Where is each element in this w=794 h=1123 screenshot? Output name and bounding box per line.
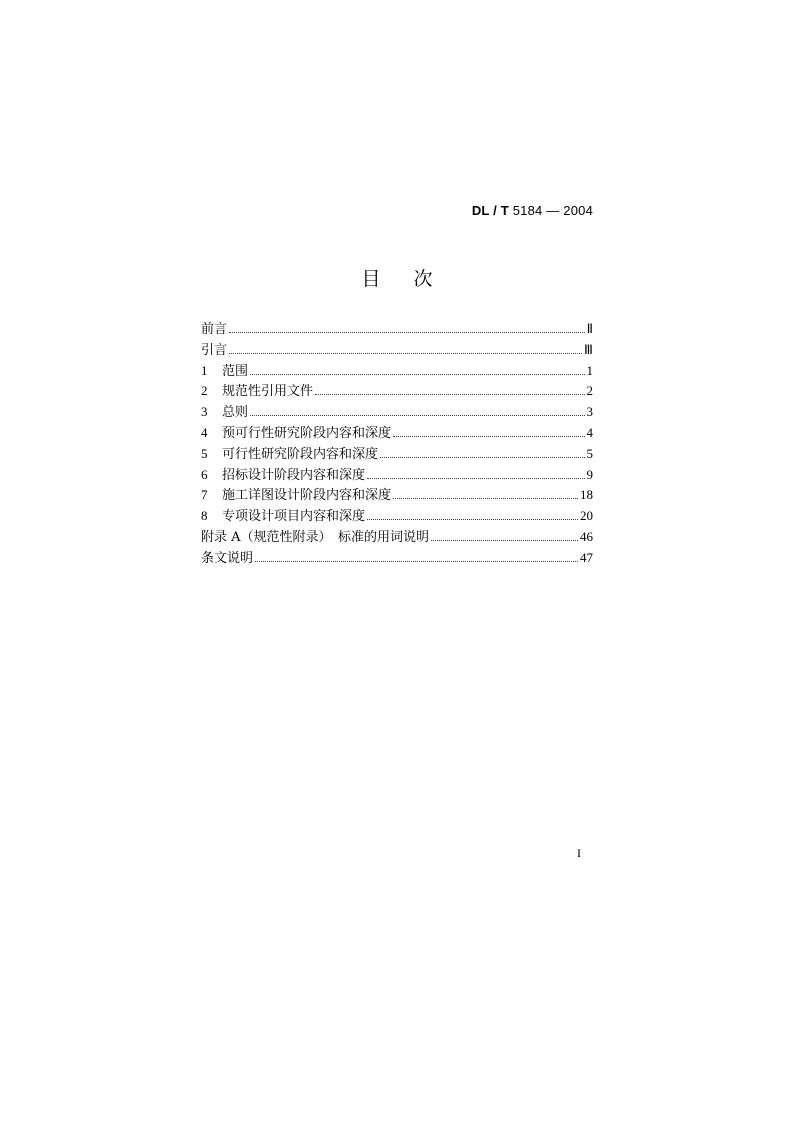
standard-code-number: 5184 — 2004 [512,203,593,218]
toc-entry-page: 47 [580,549,593,565]
toc-dot-leader [229,331,585,333]
toc-entry-number: 7 [201,487,208,503]
standard-code-prefix: DL / T [471,203,509,218]
toc-dot-leader [367,518,578,520]
toc-dot-leader [380,456,584,458]
toc-entry-number: 2 [201,383,208,399]
toc-entry-label: 规范性引用文件 [222,384,314,400]
toc-entry-prefeasibility[interactable] [201,422,593,443]
toc-dot-leader [250,414,584,416]
toc-entry-construction-design[interactable] [201,484,593,505]
table-of-contents [201,318,593,568]
toc-dot-leader [393,497,578,499]
toc-entry-feasibility[interactable] [201,443,593,464]
toc-dot-leader [315,393,584,395]
toc-entry-label: 附录 A（规范性附录） 标准的用词说明 [201,529,430,545]
toc-entry-normative-references[interactable] [201,380,593,401]
page-title: 目次 [361,268,466,290]
toc-entry-number: 4 [201,424,208,440]
toc-dot-leader [367,477,584,479]
toc-entry-label: 条文说明 [201,550,254,566]
toc-entry-page: 3 [586,404,593,420]
toc-entry-number: 5 [201,445,208,461]
toc-entry-number: 3 [201,404,208,420]
toc-entry-introduction[interactable] [201,339,593,360]
toc-entry-explanation[interactable] [201,547,593,568]
toc-entry-label: 招标设计阶段内容和深度 [222,467,366,483]
toc-entry-general[interactable] [201,401,593,422]
toc-entry-scope[interactable] [201,360,593,381]
toc-entry-label: 预可行性研究阶段内容和深度 [222,425,392,441]
toc-dot-leader [431,539,578,541]
toc-entry-label: 施工详图设计阶段内容和深度 [222,488,392,504]
toc-entry-page: 2 [586,383,593,399]
toc-entry-label: 专项设计项目内容和深度 [222,509,366,525]
toc-entry-label: 可行性研究阶段内容和深度 [222,446,379,462]
toc-entry-number: 6 [201,466,208,482]
toc-dot-leader [255,560,578,562]
toc-entry-special-design[interactable] [201,505,593,526]
toc-dot-leader [250,373,584,375]
toc-entry-appendix-a[interactable] [201,526,593,547]
page-number: I [577,846,581,860]
toc-entry-label: 引言 [201,342,228,358]
toc-entry-tender-design[interactable] [201,464,593,485]
toc-entry-page: 9 [586,466,593,482]
toc-dot-leader [229,352,582,354]
toc-entry-page: Ⅲ [584,341,593,357]
toc-dot-leader [393,435,584,437]
toc-entry-label: 总则 [222,405,249,421]
standard-code [472,203,593,218]
toc-entry-page: 18 [580,487,593,503]
toc-entry-label: 前言 [201,322,228,337]
toc-entry-page: 4 [586,424,593,440]
toc-entry-page: Ⅱ [586,321,593,336]
toc-entry-page: 5 [586,445,593,461]
toc-entry-page: 46 [580,528,593,544]
toc-entry-label: 范围 [222,363,249,379]
toc-entry-page: 20 [580,508,593,524]
toc-entry-number: 1 [201,362,208,378]
toc-entry-preface[interactable] [201,318,593,339]
toc-entry-page: 1 [586,362,593,378]
toc-entry-number: 8 [201,508,208,524]
